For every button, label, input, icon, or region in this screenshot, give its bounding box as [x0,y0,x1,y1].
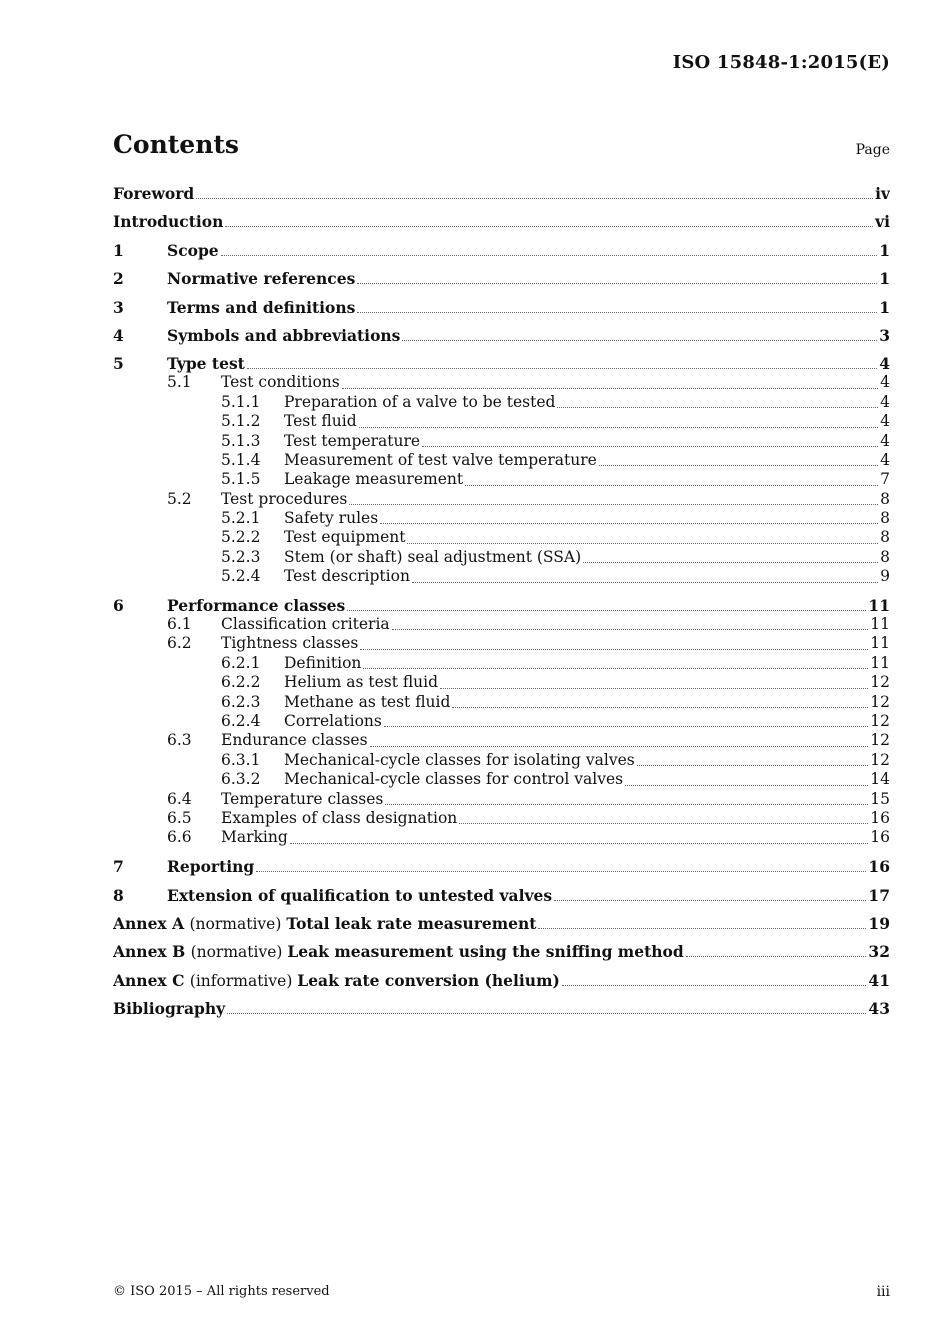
toc-entry[interactable] [113,432,890,451]
toc-entry-title: Marking [221,828,288,847]
toc-entry-number: 8 [113,885,124,905]
page-column-label: Page [855,142,890,158]
toc-entry-number: 6.3.2 [221,770,261,789]
toc-entry[interactable] [113,693,890,712]
toc-entry-page: 1 [879,240,890,260]
toc-entry-title: Leakage measurement [284,470,464,489]
dot-leader [385,804,868,805]
dot-leader [407,543,878,544]
toc-entry-title: Symbols and abbreviations [167,325,401,345]
toc-entry-number: 6.2.1 [221,653,261,672]
dot-leader [342,388,878,389]
toc-entry[interactable] [113,712,890,731]
annex-qualifier: (normative) [190,943,288,962]
dot-leader [290,843,868,844]
toc-entry-title: Normative references [167,269,356,289]
toc-entry-title: Definition [284,653,362,672]
toc-entry[interactable] [113,731,890,750]
toc-entry-page: 4 [880,412,890,431]
toc-entry-number: 5.2.2 [221,528,261,547]
dot-leader [380,523,878,524]
toc-entry[interactable] [113,393,890,412]
toc-entry-page: 8 [880,489,890,508]
toc-entry[interactable] [113,490,890,509]
copyright-notice: © ISO 2015 – All rights reserved [113,1284,330,1299]
dot-leader [557,407,878,408]
toc-entry-title: Annex A (normative) Total leak rate measurement [113,913,537,933]
dot-leader [686,956,867,957]
annex-qualifier: (normative) [189,914,287,933]
dot-leader [440,688,868,689]
toc-entry[interactable] [113,886,890,905]
toc-entry-page: 19 [868,913,890,933]
toc-entry-number: 6.4 [167,789,192,808]
toc-entry-title: Test conditions [221,373,340,392]
toc-entry-title: Annex B (normative) Leak measurement using the sniffing method [113,942,684,962]
toc-entry[interactable] [113,184,890,203]
dot-leader [225,226,873,227]
toc-entry-page: 16 [868,857,890,877]
toc-entry[interactable] [113,326,890,345]
toc-entry-title: Test temperature [284,431,421,450]
toc-entry-title: Annex C (informative) Leak rate conversion (helium) [113,970,560,990]
toc-entry-title: Terms and definitions [167,297,356,317]
toc-entry[interactable] [113,914,890,933]
toc-entry[interactable] [113,373,890,392]
toc-entry-number: 5.1.4 [221,450,261,469]
dot-leader [554,900,866,901]
toc-entry-number: 3 [113,297,124,317]
toc-entry-title: Test description [284,567,410,586]
dot-leader [637,765,869,766]
toc-entry-title: Test fluid [284,412,357,431]
dot-leader [357,283,877,284]
dot-leader [625,785,868,786]
toc-entry-page: 32 [868,942,890,962]
toc-entry-page: 4 [879,354,890,374]
dot-leader [459,823,868,824]
toc-entry[interactable] [113,942,890,961]
toc-entry-number: 6.6 [167,828,192,847]
toc-entry[interactable] [113,528,890,547]
toc-entry-page: 12 [870,750,890,769]
toc-entry-title: Mechanical-cycle classes for control valves [284,770,624,789]
toc-entry[interactable] [113,269,890,288]
dot-leader [359,427,879,428]
toc-entry-number: 4 [113,325,124,345]
dot-leader [221,255,878,256]
dot-leader [392,629,869,630]
toc-entry-number: 5.1.1 [221,392,261,411]
toc-entry[interactable] [113,999,890,1018]
toc-entry-number: 6.2.4 [221,711,261,730]
dot-leader [583,562,878,563]
toc-entry-title: Correlations [284,711,382,730]
dot-leader [384,726,868,727]
toc-entry-page: 16 [870,828,890,847]
toc-entry-number: 1 [113,240,124,260]
toc-entry-page: 15 [870,789,890,808]
toc-entry-number: 5.2 [167,489,192,508]
toc-entry-number: 5.1.2 [221,412,261,431]
toc-entry-number: 5.2.3 [221,547,261,566]
toc-entry[interactable] [113,615,890,634]
toc-entry[interactable] [113,790,890,809]
page-title: Contents [113,130,240,159]
toc-entry-page: 11 [868,596,890,616]
toc-entry[interactable] [113,634,890,653]
toc-entry[interactable] [113,451,890,470]
toc-entry-title: Methane as test fluid [284,692,451,711]
toc-entry-title: Reporting [167,857,255,877]
toc-entry-page: 41 [868,970,890,990]
toc-entry-title: Tightness classes [221,634,359,653]
toc-entry-page: 12 [870,711,890,730]
toc-entry[interactable] [113,354,890,373]
toc-entry[interactable] [113,654,890,673]
toc-entry-page: 16 [870,808,890,827]
toc-entry-title: Endurance classes [221,731,368,750]
annex-qualifier: (informative) [189,971,298,990]
toc-entry-number: 5.1.3 [221,431,261,450]
toc-entry[interactable] [113,212,890,231]
toc-entry-number: 5.2.1 [221,509,261,528]
toc-entry[interactable] [113,596,890,615]
toc-entry-page: 12 [870,731,890,750]
toc-entry-page: iv [875,184,890,203]
toc-entry-page: 1 [879,297,890,317]
toc-entry-page: 9 [880,567,890,586]
toc-entry-title: Preparation of a valve to be tested [284,392,556,411]
toc-entry-number: 6 [113,596,124,616]
toc-entry-page: 11 [870,653,890,672]
dot-leader [349,504,878,505]
toc-entry-title: Mechanical-cycle classes for isolating valves [284,750,635,769]
toc-entry[interactable] [113,857,890,876]
toc-entry-number: 5.1 [167,373,192,392]
document-id: ISO 15848-1:2015(E) [672,52,890,73]
toc-entry-number: 5.2.4 [221,567,261,586]
toc-entry-number: 6.5 [167,808,192,827]
dot-leader [360,649,868,650]
toc-entry[interactable] [113,241,890,260]
toc-entry[interactable] [113,509,890,528]
toc-entry-title: Bibliography [113,999,226,1019]
dot-leader [196,198,873,199]
toc-entry[interactable] [113,673,890,692]
toc-entry-number: 7 [113,857,124,877]
toc-entry[interactable] [113,971,890,990]
toc-entry-title: Performance classes [167,596,346,616]
toc-entry[interactable] [113,567,890,586]
toc-entry-page: 14 [870,770,890,789]
toc-entry-title: Test procedures [221,489,348,508]
dot-leader [247,368,877,369]
toc-entry-page: 8 [880,528,890,547]
toc-entry-number: 2 [113,269,124,289]
dot-leader [227,1013,866,1014]
dot-leader [562,985,867,986]
toc-entry[interactable] [113,828,890,847]
dot-leader [357,312,877,313]
toc-entry-number: 6.1 [167,615,192,634]
toc-entry-page: 3 [879,325,890,345]
toc-entry-title: Temperature classes [221,789,384,808]
dot-leader [422,446,878,447]
toc-entry-page: 4 [880,373,890,392]
toc-entry[interactable] [113,298,890,317]
toc-entry-title: Extension of qualification to untested valves [167,885,553,905]
dot-leader [347,610,866,611]
toc-entry[interactable] [113,770,890,789]
toc-entry-number: 5.1.5 [221,470,261,489]
toc-entry-page: 12 [870,692,890,711]
toc-entry-title: Measurement of test valve temperature [284,450,597,469]
toc-entry-page: 4 [880,431,890,450]
toc-entry-page: 7 [880,470,890,489]
toc-entry-number: 6.3 [167,731,192,750]
table-of-contents [113,184,890,1018]
toc-entry[interactable] [113,548,890,567]
toc-entry-title: Stem (or shaft) seal adjustment (SSA) [284,547,582,566]
toc-entry[interactable] [113,412,890,431]
dot-leader [370,746,869,747]
toc-entry-title: Introduction [113,212,224,232]
toc-entry-page: 8 [880,547,890,566]
toc-entry[interactable] [113,751,890,770]
toc-entry-page: 4 [880,392,890,411]
toc-entry-page: 17 [868,885,890,905]
toc-entry-number: 6.2.2 [221,673,261,692]
dot-leader [452,707,868,708]
toc-entry-title: Examples of class designation [221,808,458,827]
dot-leader [538,928,866,929]
toc-entry-title: Test equipment [284,528,406,547]
toc-entry-page: 1 [879,269,890,289]
toc-entry-page: 8 [880,509,890,528]
toc-entry-title: Classification criteria [221,615,390,634]
toc-entry-page: 11 [870,615,890,634]
toc-entry-page: vi [875,212,890,232]
dot-leader [256,871,866,872]
toc-entry-title: Safety rules [284,509,379,528]
toc-entry-page: 12 [870,673,890,692]
dot-leader [363,668,868,669]
toc-entry-page: 4 [880,450,890,469]
dot-leader [402,340,877,341]
toc-entry-title: Scope [167,240,219,260]
dot-leader [465,485,878,486]
toc-entry-page: 11 [870,634,890,653]
toc-entry-title: Type test [167,354,245,374]
toc-entry-title: Helium as test fluid [284,673,439,692]
toc-entry-title: Foreword [113,184,195,203]
toc-entry-number: 6.3.1 [221,750,261,769]
page-number: iii [876,1284,890,1300]
dot-leader [412,582,878,583]
toc-entry-number: 6.2.3 [221,692,261,711]
toc-entry[interactable] [113,470,890,489]
toc-entry[interactable] [113,809,890,828]
toc-entry-number: 6.2 [167,634,192,653]
dot-leader [599,465,878,466]
toc-entry-page: 43 [868,999,890,1019]
toc-entry-number: 5 [113,354,124,374]
